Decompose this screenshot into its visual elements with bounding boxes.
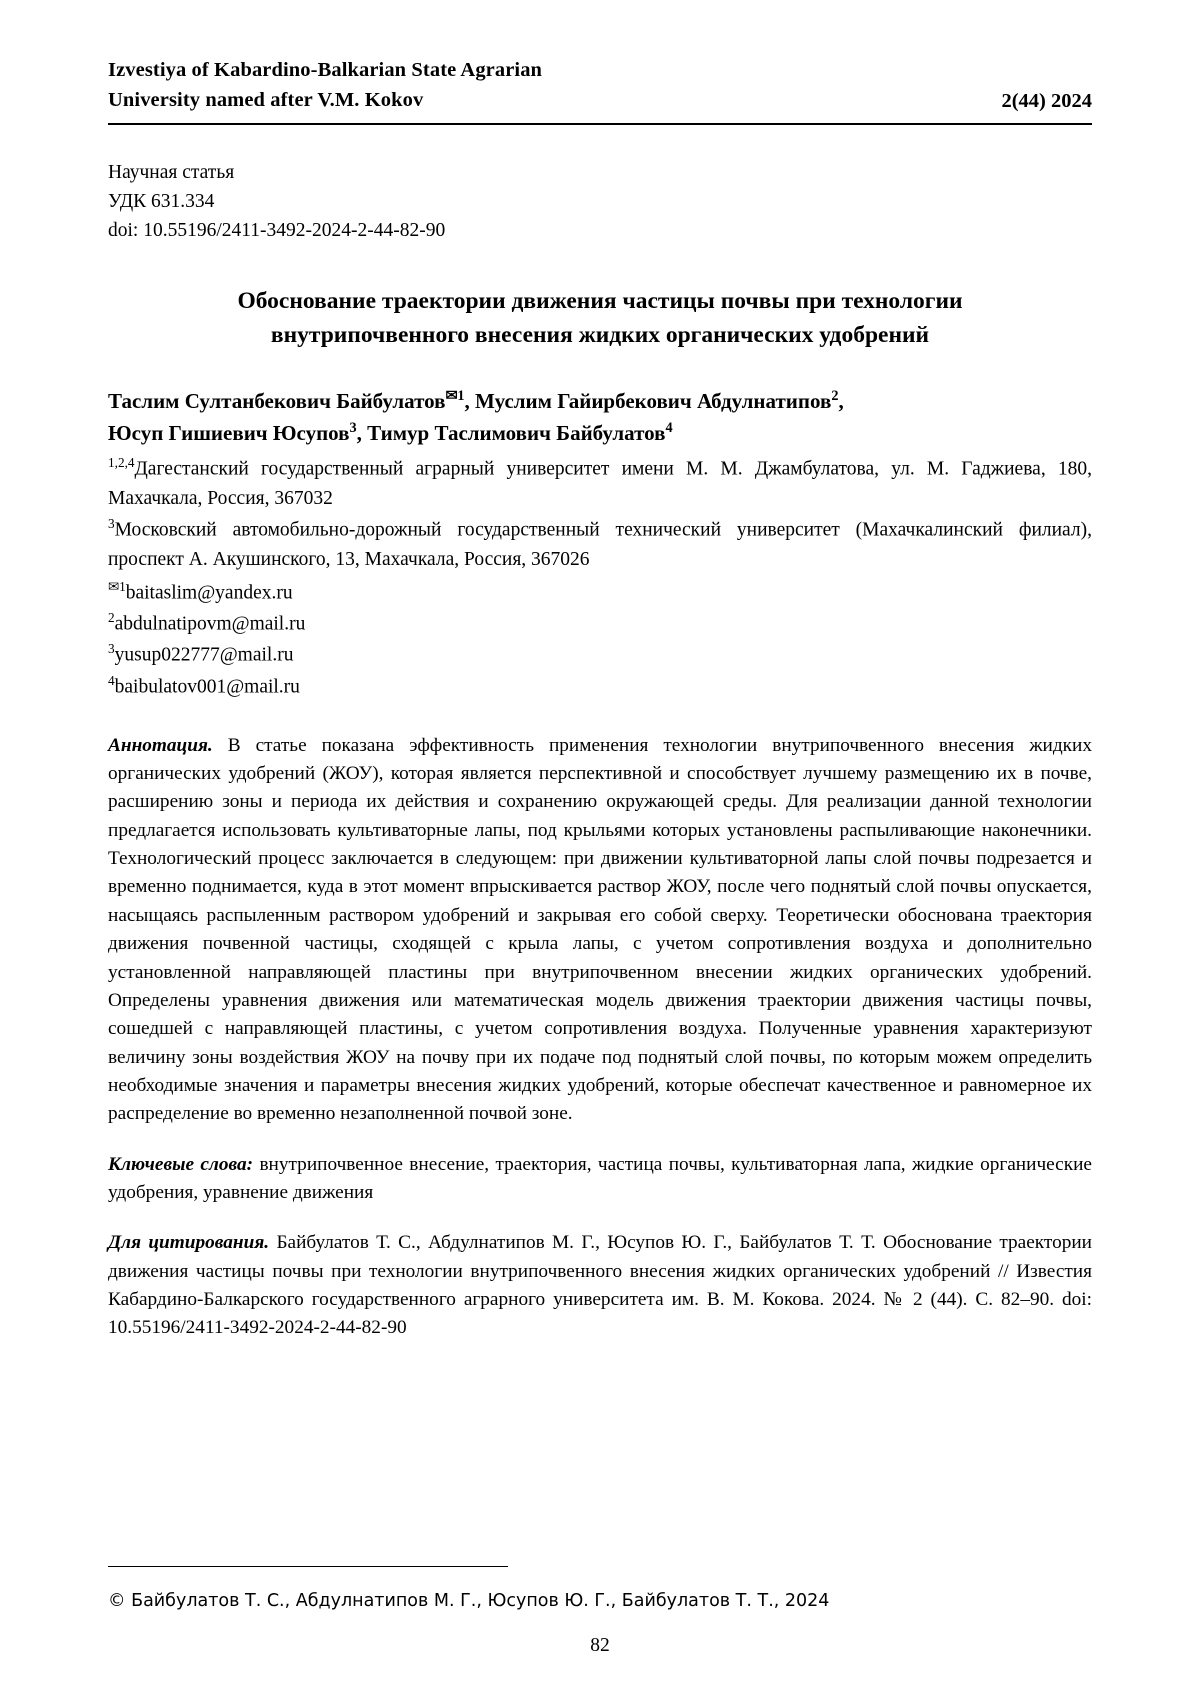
email-address[interactable]: baibulatov001@mail.ru bbox=[114, 676, 300, 697]
copyright-line: © Байбулатов Т. С., Абдулнатипов М. Г., Юсупов Ю. Г., Байбулатов Т. Т., 2024 bbox=[108, 1590, 830, 1611]
affiliation-item bbox=[108, 453, 1092, 513]
doi: doi: 10.55196/2411-3492-2024-2-44-82-90 bbox=[108, 219, 446, 241]
author-affil-ref: 3 bbox=[349, 419, 357, 436]
email-address[interactable]: abdulnatipovm@mail.ru bbox=[114, 613, 306, 635]
page-number: 82 bbox=[590, 1635, 610, 1656]
article-type: Научная статья bbox=[108, 162, 235, 184]
email-item bbox=[108, 671, 1092, 702]
author-line-end: , bbox=[838, 389, 844, 414]
affiliation-text: Московский автомобильно-дорожный государственный технический университет (Махачкалинский филиал), проспект А. Акушинского, 13, Махачкала, Россия, 367026 bbox=[108, 519, 1092, 570]
author-line-1 bbox=[108, 386, 1092, 418]
citation-label: Для цитирования. bbox=[108, 1232, 270, 1254]
issue-number: 2(44) 2024 bbox=[1001, 90, 1092, 113]
author-affil-ref: 2 bbox=[831, 388, 839, 405]
affiliation-text: Дагестанский государственный аграрный университет имени М. М. Джамбулатова, ул. М. Гаджиева, 180, Махачкала, Россия, 367032 bbox=[108, 458, 1092, 509]
author-list bbox=[108, 386, 1092, 449]
affiliation-ref: 1,2,4 bbox=[108, 455, 135, 471]
article-meta bbox=[108, 159, 1092, 245]
page-footer bbox=[108, 1566, 1092, 1658]
author-separator: , bbox=[464, 389, 476, 414]
email-ref: 1 bbox=[119, 579, 126, 595]
journal-name bbox=[108, 56, 542, 115]
author-affil-ref: 4 bbox=[665, 419, 673, 436]
author-separator: , bbox=[356, 420, 368, 445]
keywords-text: внутрипочвенное внесение, траектория, частица почвы, культиваторная лапа, жидкие органические удобрения, уравнение движения bbox=[108, 1153, 1092, 1204]
article-title-line2: внутрипочвенного внесения жидких органических удобрений bbox=[270, 321, 930, 348]
citation-text: Байбулатов Т. С., Абдулнатипов М. Г., Юсупов Ю. Г., Байбулатов Т. Т. Обоснование траектории движения частицы почвы при технологии внутрипочвенного внесения жидких органических удобрений // Известия Кабардино-Балкарского государственного аграрного университета им. В. М. Кокова. 2024. № 2 (44). С. 82–90. doi: 10.55196/2411-3492-2024-2-44-82-90 bbox=[108, 1232, 1092, 1339]
email-ref: 4 bbox=[108, 672, 115, 688]
footnote-divider bbox=[108, 1566, 508, 1567]
author-name: Муслим Гайирбекович Абдулнатипов bbox=[475, 389, 832, 414]
keywords-label: Ключевые слова: bbox=[108, 1153, 254, 1175]
keywords bbox=[108, 1151, 1092, 1208]
affiliations bbox=[108, 453, 1092, 574]
udk-code: УДК 631.334 bbox=[108, 191, 215, 213]
affiliation-ref: 3 bbox=[108, 516, 115, 532]
email-item bbox=[108, 577, 1092, 608]
email-ref: 2 bbox=[108, 610, 115, 626]
article-title-line1: Обоснование траектории движения частицы почвы при технологии bbox=[237, 288, 963, 315]
author-name: Юсуп Гишиевич Юсупов bbox=[108, 420, 350, 445]
author-line-2 bbox=[108, 418, 1092, 450]
journal-name-line1: Izvestiya of Kabardino-Balkarian State Agrarian bbox=[108, 59, 543, 81]
email-address[interactable]: baitaslim@yandex.ru bbox=[125, 582, 293, 604]
email-address[interactable]: yusup022777@mail.ru bbox=[114, 644, 294, 666]
email-item bbox=[108, 639, 1092, 670]
abstract-text: В статье показана эффективность применения технологии внутрипочвенного внесения жидких органических удобрений (ЖОУ), которая является перспективной и способствует лучшему размещению их в почве, расширению зоны и периода их действия и сохранению окружающей среды. Для реализации данной технологии предлагается использовать культиваторные лапы, под крыльями которых установлены распыливающие наконечники. Технологический процесс заключается в следующем: при движении культиваторной лапы слой почвы подрезается и временно поднимается, куда в этот момент впрыскивается раствор ЖОУ, после чего поднятый слой почвы опускается, насыщаясь распыленным раствором удобрений и закрывая его собой сверху. Теоретически обоснована траектория движения почвенной частицы, сходящей с крыла лапы, с учетом сопротивления воздуха и дополнительно установленной направляющей пластины при внутрипочвенном внесении жидких органических удобрений. Определены уравнения движения или математическая модель движения траектории движения частицы почвы, сошедшей с направляющей пластины, с учетом сопротивления воздуха. Полученные уравнения характеризуют величину зоны воздействия ЖОУ на почву при их подаче под поднятый слой почвы, по которым можем определить необходимые значения и параметры внесения жидких удобрений, которые обеспечат качественное и равномерное их распределение во временно незаполненной почвой зоне. bbox=[108, 734, 1092, 1125]
abstract bbox=[108, 732, 1092, 1129]
abstract-label: Аннотация. bbox=[108, 734, 213, 756]
how-to-cite bbox=[108, 1229, 1092, 1342]
author-affil-ref: 1 bbox=[457, 388, 465, 405]
envelope-icon: ✉ bbox=[445, 388, 458, 405]
author-name: Тимур Таслимович Байбулатов bbox=[367, 420, 666, 445]
author-name: Таслим Султанбекович Байбулатов bbox=[108, 389, 446, 414]
envelope-icon: ✉ bbox=[108, 579, 120, 595]
affiliation-item bbox=[108, 514, 1092, 574]
running-head bbox=[108, 56, 1092, 125]
author-emails bbox=[108, 577, 1092, 702]
journal-name-line2: University named after V.M. Kokov bbox=[108, 88, 424, 111]
email-item bbox=[108, 608, 1092, 639]
article-title bbox=[134, 285, 1066, 352]
email-ref: 3 bbox=[108, 641, 115, 657]
